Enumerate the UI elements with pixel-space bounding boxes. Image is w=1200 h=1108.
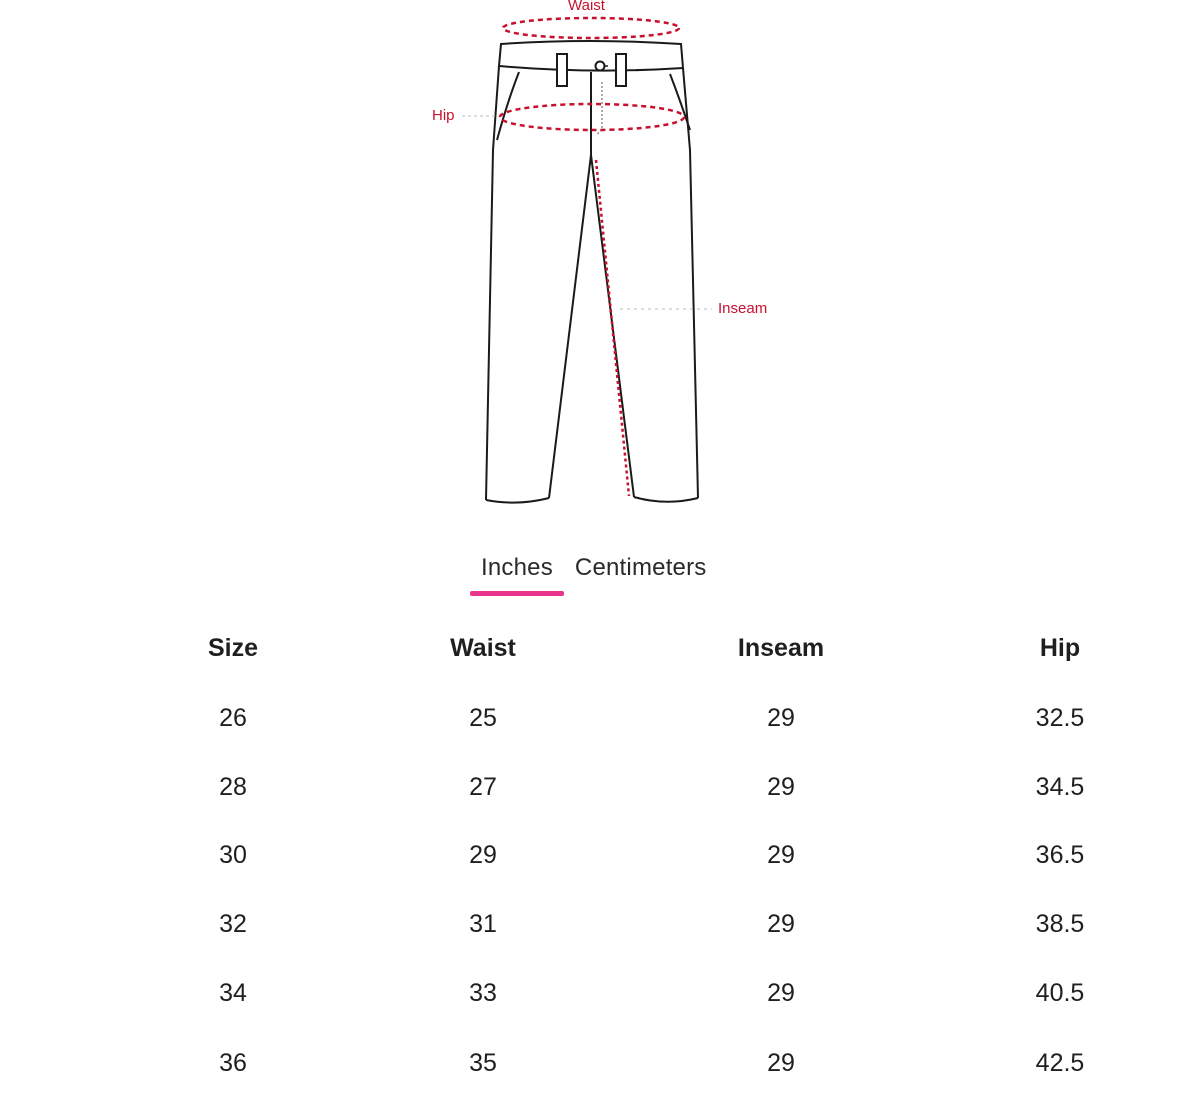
cell-size: 34 <box>219 979 247 1007</box>
cell-waist: 31 <box>469 910 497 938</box>
table-row <box>0 910 1200 950</box>
unit-tabs <box>470 550 718 600</box>
table-header-row <box>0 634 1200 674</box>
cell-size: 28 <box>219 773 247 801</box>
cell-waist: 35 <box>469 1049 497 1077</box>
cell-inseam: 29 <box>767 773 795 801</box>
pants-outline-icon <box>0 0 1200 520</box>
cell-waist: 33 <box>469 979 497 1007</box>
cell-hip: 36.5 <box>1035 841 1085 869</box>
table-row <box>0 979 1200 1019</box>
cell-size: 26 <box>219 704 247 732</box>
table-row <box>0 1049 1200 1089</box>
cell-inseam: 29 <box>767 1049 795 1077</box>
cell-hip: 32.5 <box>1035 704 1085 732</box>
cell-inseam: 29 <box>767 979 795 1007</box>
cell-inseam: 29 <box>767 910 795 938</box>
table-row <box>0 773 1200 813</box>
cell-waist: 29 <box>469 841 497 869</box>
header-hip: Hip <box>1039 634 1081 662</box>
pants-measurement-diagram <box>0 0 1200 520</box>
cell-waist: 27 <box>469 773 497 801</box>
cell-hip: 34.5 <box>1035 773 1085 801</box>
header-waist: Waist <box>450 634 516 662</box>
table-row <box>0 704 1200 744</box>
cell-size: 36 <box>219 1049 247 1077</box>
tab-centimeters[interactable]: Centimeters <box>574 554 707 581</box>
cell-waist: 25 <box>469 704 497 732</box>
cell-inseam: 29 <box>767 704 795 732</box>
hip-measure-label: Hip <box>432 107 455 124</box>
header-inseam: Inseam <box>737 634 825 662</box>
cell-size: 30 <box>219 841 247 869</box>
table-row <box>0 841 1200 881</box>
tab-inches[interactable]: Inches <box>470 550 564 598</box>
header-size: Size <box>207 634 259 662</box>
cell-size: 32 <box>219 910 247 938</box>
cell-hip: 42.5 <box>1035 1049 1085 1077</box>
waist-measure-label: Waist <box>568 0 605 14</box>
cell-hip: 38.5 <box>1035 910 1085 938</box>
cell-hip: 40.5 <box>1035 979 1085 1007</box>
cell-inseam: 29 <box>767 841 795 869</box>
inseam-measure-label: Inseam <box>718 300 768 317</box>
